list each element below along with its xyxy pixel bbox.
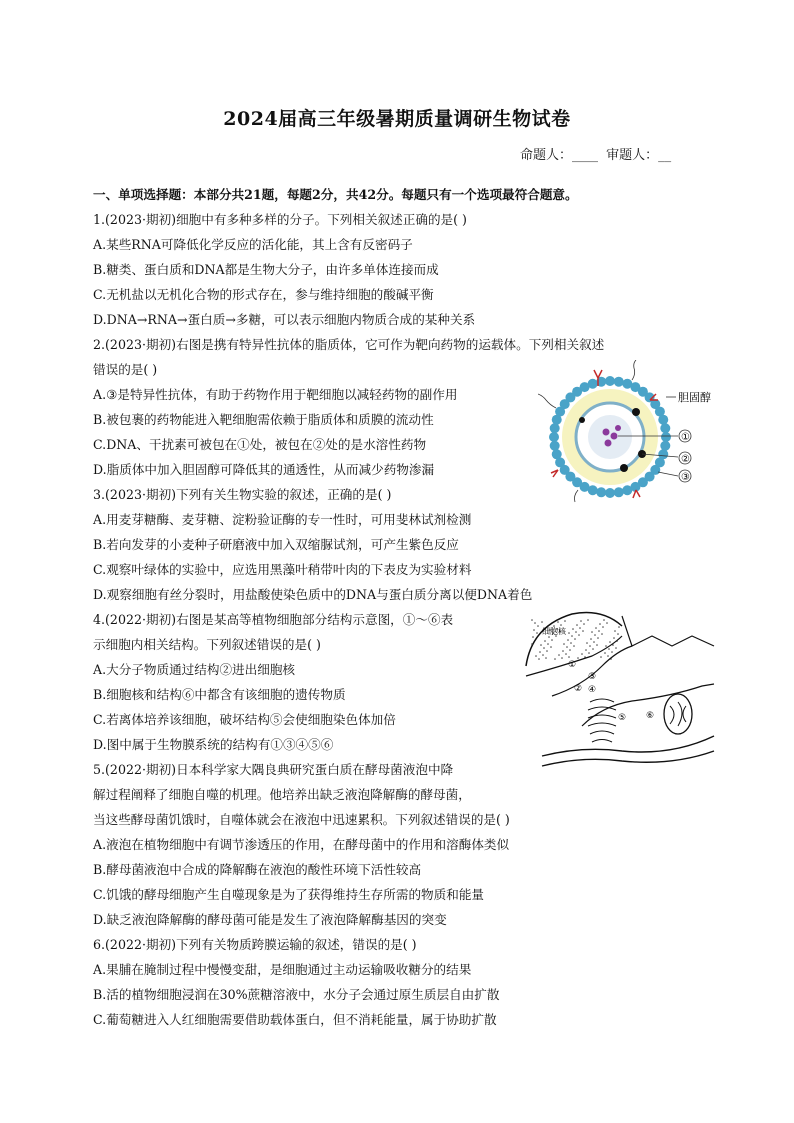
q6-option-b: B.活的植物细胞浸润在30%蔗糖溶液中，水分子会通过原生质层自由扩散 xyxy=(93,987,500,1002)
q3-option-c: C.观察叶绿体的实验中，应选用黑藻叶稍带叶肉的下表皮为实验材料 xyxy=(93,562,472,577)
q1-option-d: D.DNA→RNA→蛋白质→多糖，可以表示细胞内物质合成的某种关系 xyxy=(93,312,476,327)
q2-option-d: D.脂质体中加入胆固醇可降低其的通透性，从而减少药物渗漏 xyxy=(93,462,435,477)
cell-label-3: ③ xyxy=(588,672,597,682)
q1-option-b: B.糖类、蛋白质和DNA都是生物大分子，由许多单体连接而成 xyxy=(93,262,439,277)
q2-option-a: A.③是特异性抗体，有助于药物作用于靶细胞以减轻药物的副作用 xyxy=(93,387,458,402)
section-header: 一、单项选择题：本部分共21题，每题2分，共42分。每题只有一个选项最符合题意。 xyxy=(93,187,578,202)
q2-option-b: B.被包裹的药物能进入靶细胞需依赖于脂质体和质膜的流动性 xyxy=(93,412,434,427)
q3-stem: 3.(2023·期初)下列有关生物实验的叙述，正确的是( ) xyxy=(93,487,392,502)
q4-option-d: D.图中属于生物膜系统的结构有①③④⑤⑥ xyxy=(93,737,334,752)
q5-option-d: D.缺乏液泡降解酶的酵母菌可能是发生了液泡降解酶基因的突变 xyxy=(93,912,447,927)
cell-label-1: ① xyxy=(568,660,577,670)
q6-stem: 6.(2022·期初)下列有关物质跨膜运输的叙述，错误的是( ) xyxy=(93,937,417,952)
q6-option-c: C.葡萄糖进入人红细胞需要借助载体蛋白，但不消耗能量，属于协助扩散 xyxy=(93,1012,497,1027)
cell-label-5: ⑤ xyxy=(618,713,627,723)
page-title: 2024届高三年级暑期质量调研生物试卷 xyxy=(223,108,571,130)
liposome-label-1: ① xyxy=(681,432,690,443)
q4-option-c: C.若离体培养该细胞，破坏结构⑤会使细胞染色体加倍 xyxy=(93,712,396,727)
cell-label-4: ④ xyxy=(588,685,597,695)
q4-option-b: B.细胞核和结构⑥中都含有该细胞的遗传物质 xyxy=(93,687,346,702)
q5-option-b: B.酵母菌液泡中合成的降解酶在液泡的酸性环境下活性较高 xyxy=(93,862,422,877)
liposome-label-2: ② xyxy=(681,454,690,465)
q4-stem-1: 4.(2022·期初)右图是某高等植物细胞部分结构示意图，①～⑥表 xyxy=(93,612,454,627)
cholesterol-label: 胆固醇 xyxy=(678,391,711,404)
author-info xyxy=(520,144,675,163)
q3-option-a: A.用麦芽糖酶、麦芽糖、淀粉验证酶的专一性时，可用斐林试剂检测 xyxy=(93,512,472,527)
q2-stem-2: 错误的是( ) xyxy=(93,362,158,377)
q1-stem: 1.(2023·期初)细胞中有多种多样的分子。下列相关叙述正确的是( ) xyxy=(93,212,467,227)
plant-cell-figure xyxy=(522,606,718,784)
liposome-label-3: ③ xyxy=(681,472,690,483)
q2-option-c: C.DNA、干扰素可被包在①处，被包在②处的是水溶性药物 xyxy=(93,437,427,452)
q5-stem-2: 解过程阐释了细胞自噬的机理。他培养出缺乏液泡降解酶的酵母菌， xyxy=(93,787,471,802)
liposome-figure xyxy=(538,360,770,520)
q1-option-c: C.无机盐以无机化合物的形式存在，参与维持细胞的酸碱平衡 xyxy=(93,287,434,302)
cell-label-2: ② xyxy=(574,684,583,694)
q4-stem-2: 示细胞内相关结构。下列叙述错误的是( ) xyxy=(93,637,321,652)
q6-option-a: A.果脯在腌制过程中慢慢变甜，是细胞通过主动运输吸收糖分的结果 xyxy=(93,962,472,977)
q3-option-d: D.观察细胞有丝分裂时，用盐酸使染色质中的DNA与蛋白质分离以便DNA着色 xyxy=(93,587,533,602)
q1-option-a: A.某些RNA可降低化学反应的活化能，其上含有反密码子 xyxy=(93,237,413,252)
setter-label: 命题人：____ xyxy=(520,148,599,163)
nucleus-label: 细胞核 xyxy=(542,627,566,636)
q5-stem-3: 当这些酵母菌饥饿时，自噬体就会在液泡中迅速累积。下列叙述错误的是( ) xyxy=(93,812,510,827)
q5-stem-1: 5.(2022·期初)日本科学家大隅良典研究蛋白质在酵母菌液泡中降 xyxy=(93,762,454,777)
q3-option-b: B.若向发芽的小麦种子研磨液中加入双缩脲试剂，可产生紫色反应 xyxy=(93,537,459,552)
cell-label-6: ⑥ xyxy=(646,711,655,721)
q2-stem-1: 2.(2023·期初)右图是携有特异性抗体的脂质体，它可作为靶向药物的运载体。下列相关叙述 xyxy=(93,337,605,352)
q5-option-c: C.饥饿的酵母细胞产生自噬现象是为了获得维持生存所需的物质和能量 xyxy=(93,887,485,902)
reviewer-label: 审题人：__ xyxy=(606,148,672,163)
q5-option-a: A.液泡在植物细胞中有调节渗透压的作用，在酵母菌中的作用和溶酶体类似 xyxy=(93,837,510,852)
q4-option-a: A.大分子物质通过结构②进出细胞核 xyxy=(93,662,296,677)
